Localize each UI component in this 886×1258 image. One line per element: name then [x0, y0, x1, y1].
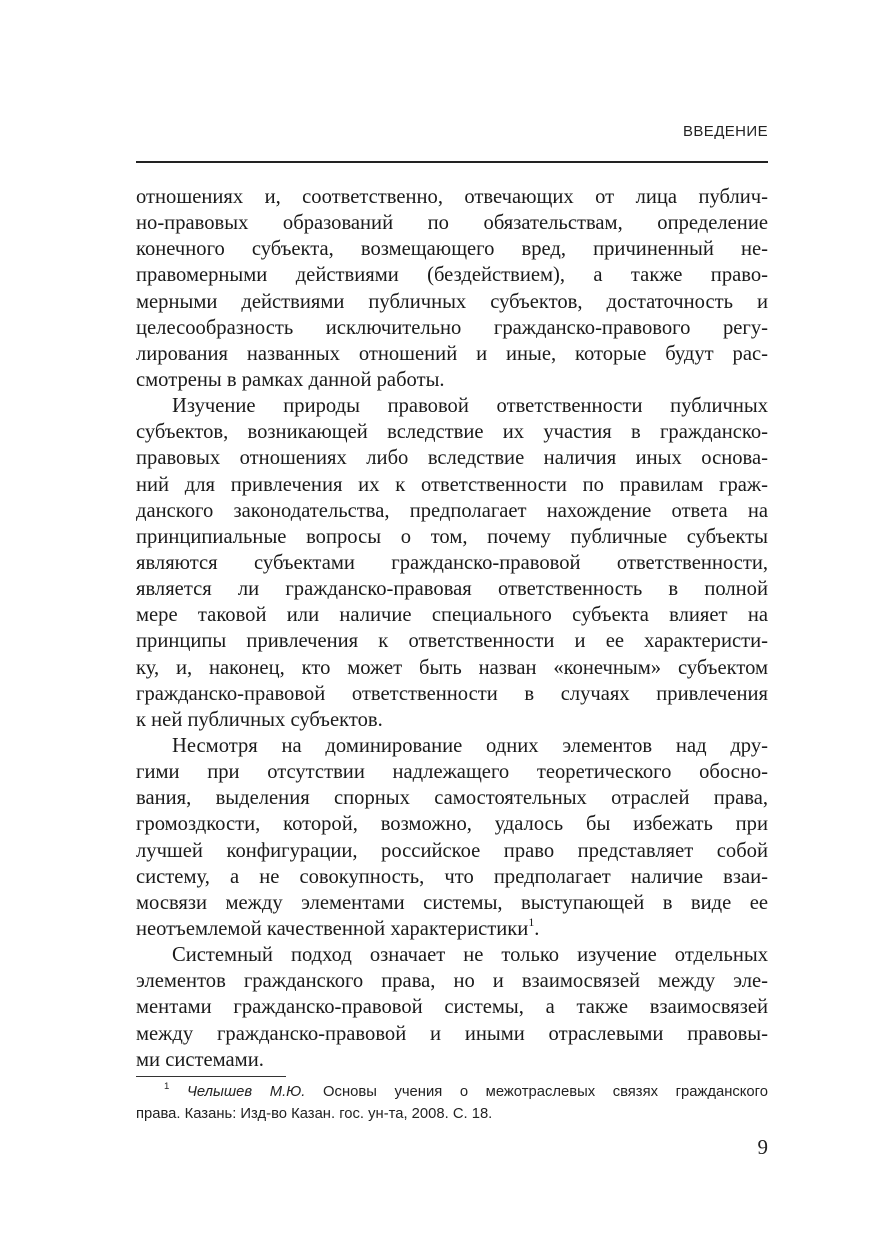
text-line: неотъемлемой качественной характеристики: [136, 917, 529, 940]
footnote-line: права. Казань: Изд-во Казан. гос. ун-та, 2008. С. 18.: [136, 1106, 493, 1122]
text-line: но-правовых образований по обязательствам, определение: [136, 212, 768, 235]
text-line: ми системами.: [136, 1048, 264, 1071]
body-text: [136, 184, 768, 1073]
text-line: отношениях и, соответственно, отвечающих от лица публич-: [136, 186, 768, 208]
text-line: принципы привлечения к ответственности и ее характеристи-: [136, 630, 768, 653]
footnote-separator: [136, 1076, 286, 1077]
running-head: ВВЕДЕНИЕ: [683, 123, 768, 140]
text-line: гражданско-правовой ответственности в случаях привлечения: [136, 682, 768, 705]
text-line: является ли гражданско-правовая ответственность в полной: [136, 578, 768, 601]
text-line: целесообразность исключительно гражданско-правового регу-: [136, 316, 768, 339]
sentence-end: .: [534, 917, 540, 940]
footnote-reference[interactable]: 1: [528, 914, 535, 929]
paragraph-3: [136, 733, 768, 942]
text-line: лирования названных отношений и иные, которые будут рас-: [136, 342, 768, 365]
footnote: [136, 1081, 768, 1125]
text-line-with-footnote: [136, 916, 768, 942]
footnote-number: 1: [164, 1080, 170, 1092]
text-line: ментами гражданско-правовой системы, а также взаимосвязей: [136, 996, 768, 1019]
text-line: вания, выделения спорных самостоятельных отраслей права,: [136, 787, 768, 810]
text-line: ку, и, наконец, кто может быть назван «конечным» субъектом: [136, 656, 768, 679]
paragraph-4: [136, 942, 768, 1073]
text-line: субъектов, возникающей вследствие их участия в гражданско-: [136, 421, 768, 444]
text-line: между гражданско-правовой и иными отраслевыми правовы-: [136, 1022, 768, 1045]
paragraph-2: [136, 393, 768, 733]
page-number: 9: [757, 1135, 768, 1159]
text-line: являются субъектами гражданско-правовой ответственности,: [136, 551, 768, 574]
header-rule: [136, 161, 768, 163]
text-line: Изучение природы правовой ответственности публичных: [172, 395, 768, 418]
text-line: смотрены в рамках данной работы.: [136, 368, 445, 391]
text-line: систему, а не совокупность, что предполагает наличие взаи-: [136, 865, 768, 888]
text-line: к ней публичных субъектов.: [136, 708, 383, 731]
footnote-line: [136, 1081, 768, 1103]
paragraph-1: [136, 184, 768, 393]
text-line: мере таковой или наличие специального субъекта влияет на: [136, 604, 768, 627]
text-line: Несмотря на доминирование одних элементов над дру-: [172, 734, 768, 757]
text-line: мерными действиями публичных субъектов, достаточность и: [136, 290, 768, 313]
text-line: лучшей конфигурации, российское право представляет собой: [136, 839, 768, 862]
text-line: ний для привлечения их к ответственности по правилам граж-: [136, 473, 768, 496]
footnote-author: Челышев М.Ю.: [186, 1084, 306, 1100]
text-line: мосвязи между элементами системы, выступающей в виде ее: [136, 891, 768, 914]
text-line: правомерными действиями (бездействием), а также право-: [136, 264, 768, 287]
footnote-title: Основы учения о межотраслевых связях гражданского: [323, 1084, 768, 1100]
text-line: принципиальные вопросы о том, почему публичные субъекты: [136, 525, 768, 548]
text-line: правовых отношениях либо вследствие наличия иных основа-: [136, 447, 768, 470]
text-line: гими при отсутствии надлежащего теоретического обосно-: [136, 761, 768, 784]
text-line: Системный подход означает не только изучение отдельных: [172, 944, 768, 967]
text-line: конечного субъекта, возмещающего вред, причиненный не-: [136, 238, 768, 261]
text-line: элементов гражданского права, но и взаимосвязей между эле-: [136, 970, 768, 993]
text-line: громоздкости, которой, возможно, удалось бы избежать при: [136, 813, 768, 836]
text-line: данского законодательства, предполагает нахождение ответа на: [136, 499, 768, 522]
